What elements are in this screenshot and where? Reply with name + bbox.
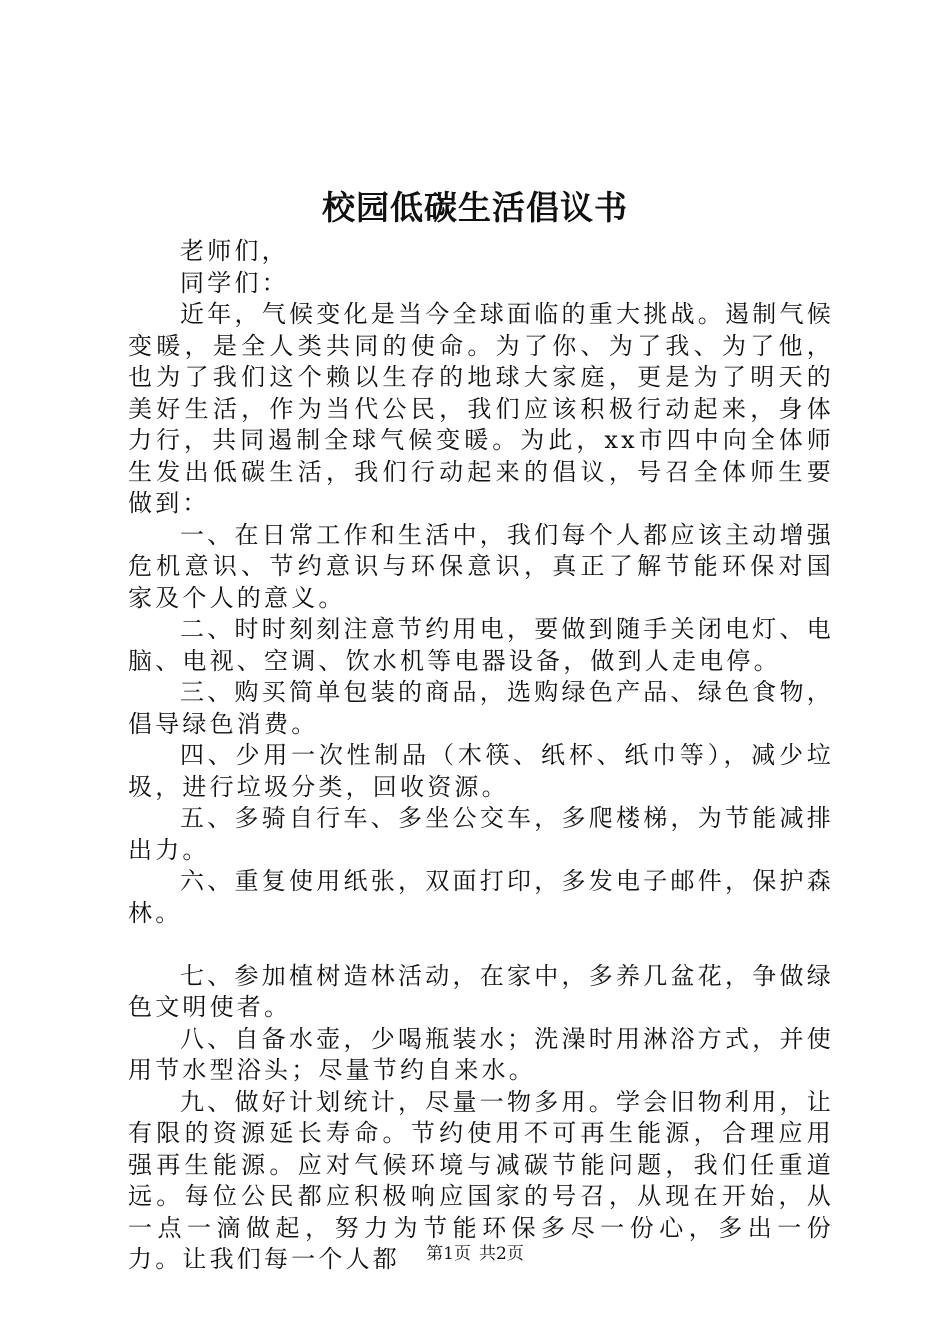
item-9-paragraph: 九、做好计划统计，尽量一物多用。学会旧物利用，让有限的资源延长寿命。节约使用不可再生能源，合理应用强再生能源。应对气候环境与减碳节能问题，我们任重道远。每位公民都应积极响应国家的号召，从现在开始，从一点一滴做起，努力为节能环保多尽一份心，多出一份力。让我们每一个人都	[128, 1087, 834, 1273]
item-6-paragraph: 六、重复使用纸张，双面打印，多发电子邮件，保护森林。	[128, 867, 834, 927]
item-4-paragraph: 四、少用一次性制品（木筷、纸杯、纸巾等），减少垃圾，进行垃圾分类，回收资源。	[128, 741, 834, 801]
intro-paragraph: 近年，气候变化是当今全球面临的重大挑战。遏制气候变暖，是全人类共同的使命。为了你、为了我、为了他，也为了我们这个赖以生存的地球大家庭，更是为了明天的美好生活，作为当代公民，我们应该积极行动起来，身体力行，共同遏制全球气候变暖。为此，xx市四中向全体师生发出低碳生活，我们行动起来的倡议，号召全体师生要做到：	[128, 300, 834, 517]
page-total: 共2页	[479, 1244, 524, 1264]
item-3-paragraph: 三、购买简单包装的商品，选购绿色产品、绿色食物，倡导绿色消费。	[128, 678, 834, 738]
item-8-paragraph: 八、自备水壶，少喝瓶装水；洗澡时用淋浴方式，并使用节水型浴头；尽量节约自来水。	[128, 1024, 834, 1084]
item-1-paragraph: 一、在日常工作和生活中，我们每个人都应该主动增强危机意识、节约意识与环保意识，真正了解节能环保对国家及个人的意义。	[128, 520, 834, 612]
paragraph-gap	[128, 929, 834, 961]
document-body	[128, 236, 834, 1276]
salutation-students: 同学们：	[180, 268, 289, 297]
salutation-teachers: 老师们，	[180, 237, 289, 265]
item-2-paragraph: 二、时时刻刻注意节约用电，要做到随手关闭电灯、电脑、电视、空调、饮水机等电器设备，做到人走电停。	[128, 615, 834, 675]
page-footer	[0, 1243, 950, 1265]
document-title: 校园低碳生活倡议书	[322, 188, 628, 227]
page-number: 第1页	[426, 1244, 471, 1264]
item-5-paragraph: 五、多骑自行车、多坐公交车，多爬楼梯，为节能减排出力。	[128, 804, 834, 864]
item-7-paragraph: 七、参加植树造林活动，在家中，多养几盆花，争做绿色文明使者。	[128, 961, 834, 1021]
